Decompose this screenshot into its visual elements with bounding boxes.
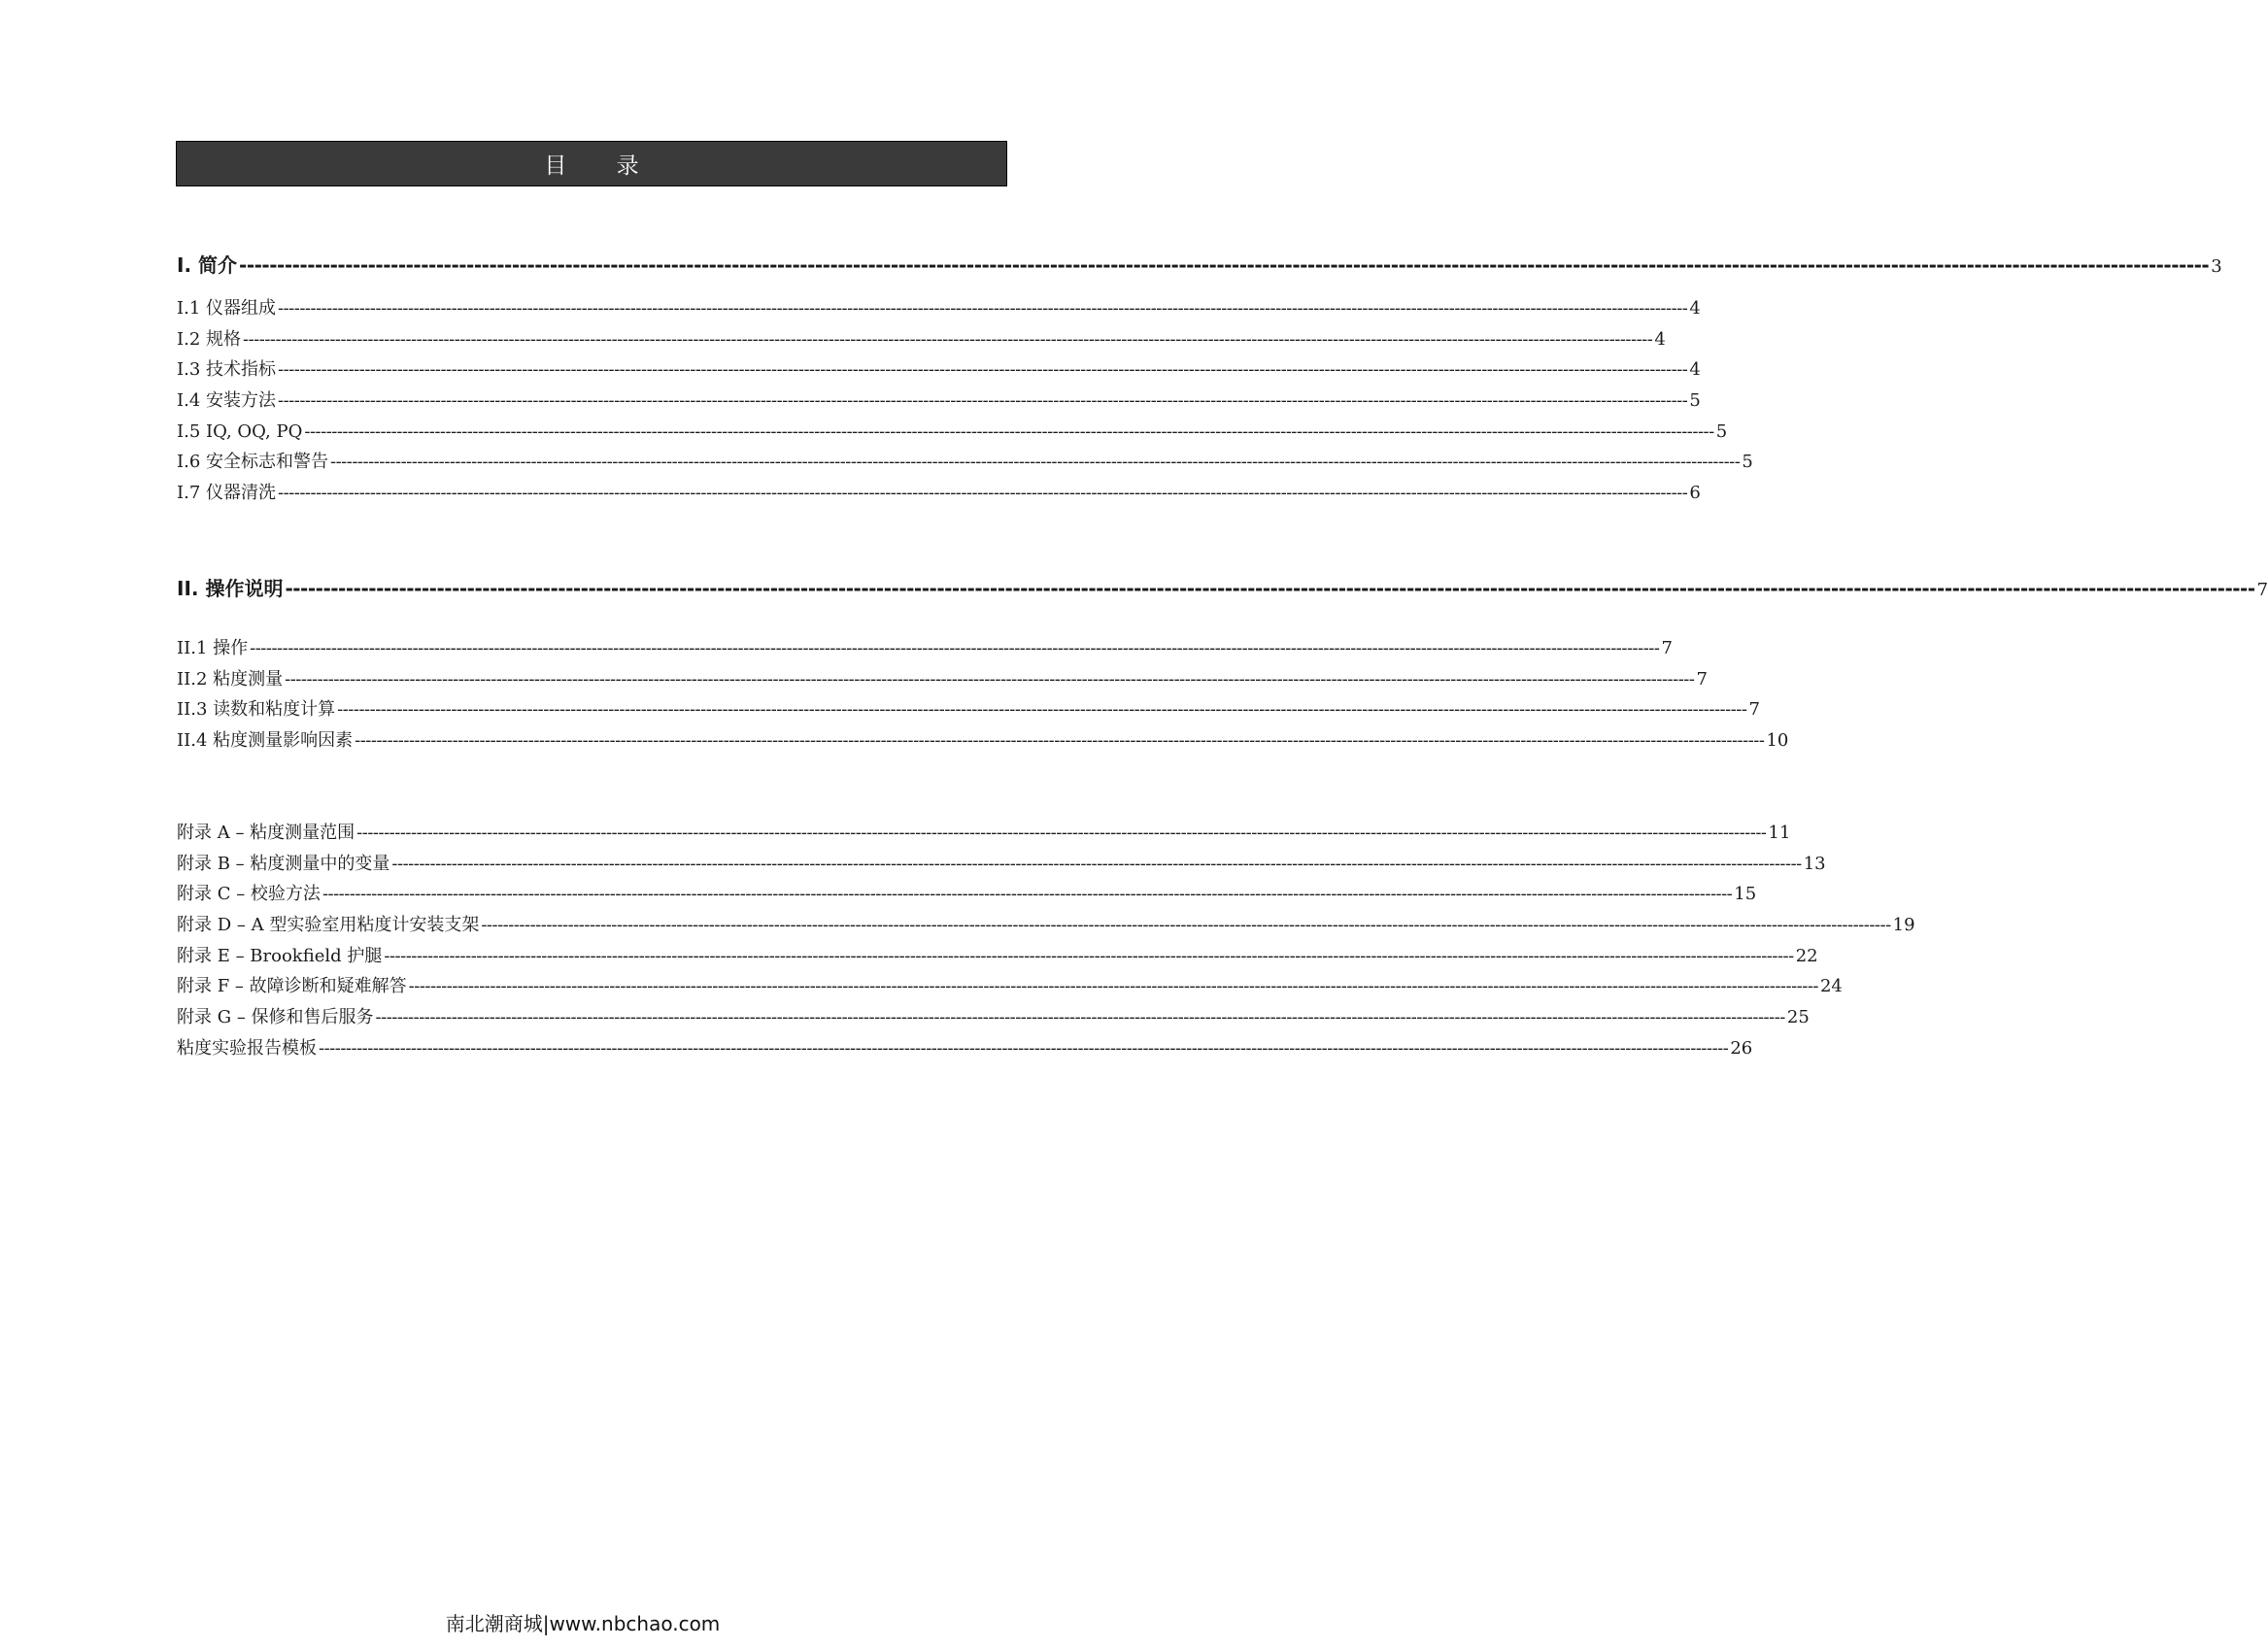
toc-entry-label: 附录 D – A 型实验室用粘度计安装支架 xyxy=(177,915,480,936)
toc-appendix-entry[interactable] xyxy=(177,818,1791,849)
toc-entry-label: I.5 IQ, OQ, PQ xyxy=(177,420,303,442)
toc-appendix-entry[interactable] xyxy=(177,849,1826,880)
dot-leader: -------------------------------------------------------------------------------------------------------------------------------------------------------------------------------------------------------------------------------------------------------------------- xyxy=(278,298,1688,319)
toc-appendix-entry[interactable] xyxy=(177,1002,1810,1033)
toc-entry-label: I.4 安装方法 xyxy=(177,390,277,412)
toc-section-1-items xyxy=(177,293,1753,509)
toc-section-2 xyxy=(177,574,2268,605)
dot-leader: -------------------------------------------------------------------------------------------------------------------------------------------------------------------------------------------------------------------------------------------------------------------- xyxy=(304,420,1714,442)
toc-entry[interactable] xyxy=(177,694,1760,725)
toc-entry[interactable] xyxy=(177,447,1753,478)
toc-appendix-entry[interactable] xyxy=(177,910,1915,941)
toc-entry[interactable] xyxy=(177,417,1728,448)
dot-leader: -------------------------------------------------------------------------------------------------------------------------------------------------------------------------------------------------------------------------------------------------------------------- xyxy=(322,884,1733,905)
toc-heading-label: I. 简介 xyxy=(177,253,238,277)
toc-entry-label: II.3 读数和粘度计算 xyxy=(177,699,336,721)
toc-section-1 xyxy=(177,251,2222,282)
dot-leader: -------------------------------------------------------------------------------------------------------------------------------------------------------------------------------------------------------------------------------------------------------------------- xyxy=(481,915,1891,936)
dot-leader: -------------------------------------------------------------------------------------------------------------------------------------------------------------------------------------------------------------------------------------------------------------------- xyxy=(285,668,1695,689)
toc-entry-label: 附录 F – 故障诊断和疑难解答 xyxy=(177,976,407,997)
toc-page-number: 4 xyxy=(1689,298,1701,319)
dot-leader: -------------------------------------------------------------------------------------------------------------------------------------------------------------------------------------------------------------------------------------------------------------------- xyxy=(330,452,1741,473)
dot-leader: -------------------------------------------------------------------------------------------------------------------------------------------------------------------------------------------------------------------------------------------------------------------- xyxy=(278,390,1688,412)
toc-page-number: 22 xyxy=(1795,945,1818,966)
dot-leader: -------------------------------------------------------------------------------------------------------------------------------------------------------------------------------------------------------------------------------------------------------------------- xyxy=(355,730,1765,752)
toc-entry-label: 附录 A – 粘度测量范围 xyxy=(177,823,355,843)
toc-page-number: 4 xyxy=(1654,328,1666,350)
toc-heading-label: II. 操作说明 xyxy=(177,577,284,600)
dot-leader: -------------------------------------------------------------------------------------------------------------------------------------------------------------------------------------------------------------------------------------------------------------------- xyxy=(384,945,1794,966)
toc-entry-label: II.2 粘度测量 xyxy=(177,668,284,689)
toc-appendix-entry[interactable] xyxy=(177,1033,1753,1064)
toc-entry[interactable] xyxy=(177,293,1701,324)
toc-entry-label: I.2 规格 xyxy=(177,328,242,350)
toc-entry[interactable] xyxy=(177,725,1789,757)
toc-page-number: 25 xyxy=(1786,1007,1810,1028)
toc-page-number: 3 xyxy=(2211,256,2222,277)
toc-entry[interactable] xyxy=(177,478,1701,509)
toc-entry-label: I.7 仪器清洗 xyxy=(177,483,277,504)
dot-leader: -------------------------------------------------------------------------------------------------------------------------------------------------------------------------------------------------------------------------------------------------------------------- xyxy=(278,359,1688,381)
toc-entry-label: I.1 仪器组成 xyxy=(177,298,277,319)
toc-page-number: 7 xyxy=(1661,638,1673,658)
toc-entry[interactable] xyxy=(177,354,1701,386)
toc-page-number: 7 xyxy=(1748,699,1760,721)
toc-page-number: 7 xyxy=(1696,668,1708,689)
toc-heading-2[interactable] xyxy=(177,574,2268,605)
toc-appendix-entry[interactable] xyxy=(177,971,1843,1002)
toc-page-number: 13 xyxy=(1803,853,1826,874)
dot-leader: -------------------------------------------------------------------------------------------------------------------------------------------------------------------------------------------------------------------------------------------------------------------- xyxy=(375,1007,1785,1028)
toc-page-number: 11 xyxy=(1768,823,1791,843)
toc-appendix-entry[interactable] xyxy=(177,941,1818,972)
toc-page-number: 26 xyxy=(1730,1037,1753,1059)
toc-page-number: 19 xyxy=(1892,915,1915,936)
toc-entry[interactable] xyxy=(177,386,1701,417)
dot-leader: -------------------------------------------------------------------------------------------------------------------------------------------------------------------------------------------------------------------------------------------------------------------- xyxy=(239,253,2210,277)
dot-leader: -------------------------------------------------------------------------------------------------------------------------------------------------------------------------------------------------------------------------------------------------------------------- xyxy=(337,699,1747,721)
toc-entry-label: 附录 G – 保修和售后服务 xyxy=(177,1007,374,1028)
toc-entry-label: II.4 粘度测量影响因素 xyxy=(177,730,354,752)
toc-page-number: 15 xyxy=(1734,884,1757,905)
toc-title-banner xyxy=(176,141,1007,186)
toc-appendices xyxy=(177,818,1915,1064)
dot-leader: -------------------------------------------------------------------------------------------------------------------------------------------------------------------------------------------------------------------------------------------------------------------- xyxy=(250,638,1660,658)
toc-entry-label: II.1 操作 xyxy=(177,638,249,658)
toc-page-number: 6 xyxy=(1689,483,1701,504)
footer-watermark: 南北潮商城|www.nbchao.com xyxy=(445,1612,721,1635)
toc-entry-label: 粘度实验报告模板 xyxy=(177,1037,317,1059)
dot-leader: -------------------------------------------------------------------------------------------------------------------------------------------------------------------------------------------------------------------------------------------------------------------- xyxy=(319,1037,1729,1059)
toc-entry-label: I.6 安全标志和警告 xyxy=(177,452,329,473)
toc-page-number: 5 xyxy=(1689,390,1701,412)
toc-page-number: 24 xyxy=(1819,976,1843,997)
toc-page-number: 10 xyxy=(1766,730,1789,752)
toc-page-number: 4 xyxy=(1689,359,1701,381)
dot-leader: -------------------------------------------------------------------------------------------------------------------------------------------------------------------------------------------------------------------------------------------------------------------- xyxy=(391,853,1802,874)
toc-entry-label: 附录 E – Brookfield 护腿 xyxy=(177,945,383,966)
dot-leader: -------------------------------------------------------------------------------------------------------------------------------------------------------------------------------------------------------------------------------------------------------------------- xyxy=(356,823,1767,843)
toc-page-number: 7 xyxy=(2256,580,2268,600)
toc-entry-label: I.3 技术指标 xyxy=(177,359,277,381)
dot-leader: -------------------------------------------------------------------------------------------------------------------------------------------------------------------------------------------------------------------------------------------------------------------- xyxy=(285,577,2255,600)
toc-title: 目 录 xyxy=(544,153,660,179)
toc-entry-label: 附录 C – 校验方法 xyxy=(177,884,321,905)
toc-page-number: 5 xyxy=(1742,452,1753,473)
dot-leader: -------------------------------------------------------------------------------------------------------------------------------------------------------------------------------------------------------------------------------------------------------------------- xyxy=(243,328,1653,350)
toc-entry[interactable] xyxy=(177,324,1666,355)
toc-entry-label: 附录 B – 粘度测量中的变量 xyxy=(177,853,390,874)
toc-entry[interactable] xyxy=(177,633,1673,664)
dot-leader: -------------------------------------------------------------------------------------------------------------------------------------------------------------------------------------------------------------------------------------------------------------------- xyxy=(408,976,1818,997)
toc-heading-1[interactable] xyxy=(177,251,2222,282)
toc-page-number: 5 xyxy=(1715,420,1728,442)
toc-section-2-items xyxy=(177,633,1789,757)
toc-entry[interactable] xyxy=(177,664,1708,695)
toc-appendix-entry[interactable] xyxy=(177,879,1757,910)
dot-leader: -------------------------------------------------------------------------------------------------------------------------------------------------------------------------------------------------------------------------------------------------------------------- xyxy=(278,483,1688,504)
